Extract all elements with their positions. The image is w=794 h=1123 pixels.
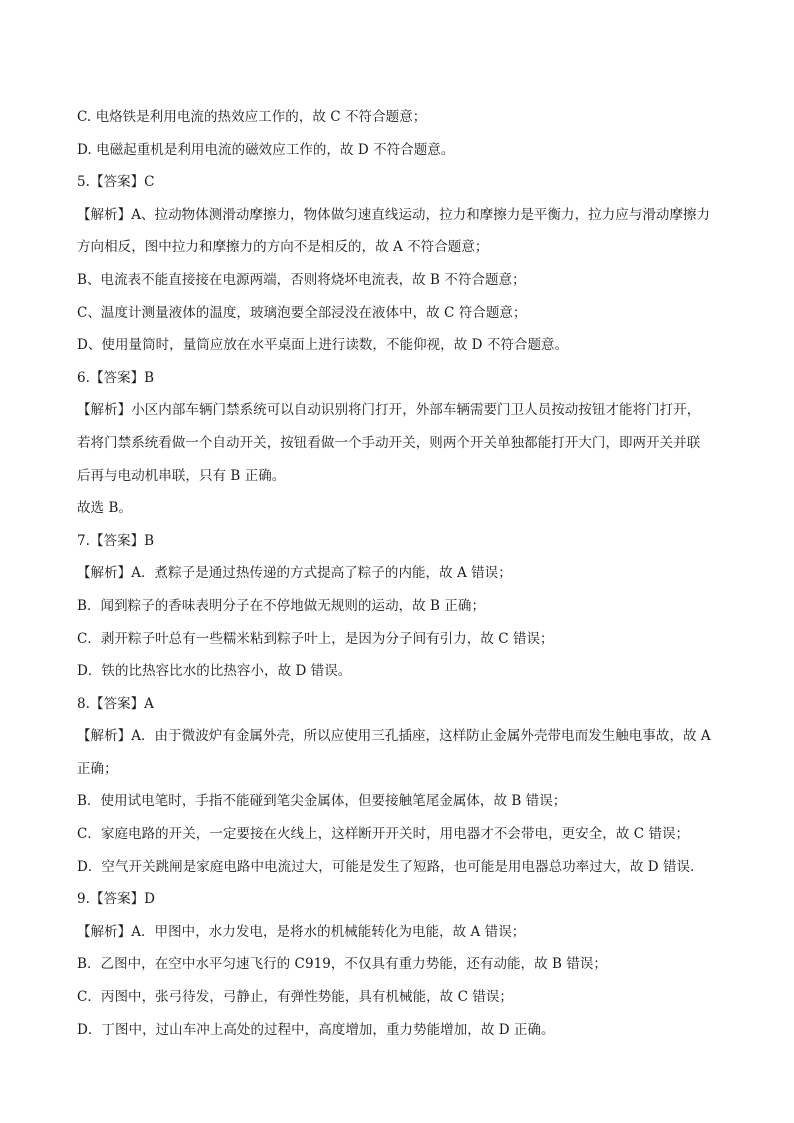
q5-answer-heading: 5.【答案】C xyxy=(77,174,155,191)
q6-analysis-line-1: 【解析】小区内部车辆门禁系统可以自动识别将门打开，外部车辆需要门卫人员按动按钮才能将门打开， xyxy=(77,402,701,419)
q9-analysis-a: 【解析】A．甲图中，水力发电，是将水的机械能转化为电能，故 A 错误； xyxy=(77,923,526,940)
q7-option-c: C．剥开粽子叶总有一些糯米粘到粽子叶上，是因为分子间有引力，故 C 错误； xyxy=(77,630,554,647)
q5-analysis-line-1: 【解析】A、拉动物体测滑动摩擦力，物体做匀速直线运动，拉力和摩擦力是平衡力，拉力应与滑动摩擦力 xyxy=(77,206,711,223)
q7-answer-heading: 7.【答案】B xyxy=(77,532,155,549)
q9-option-d: D．丁图中，过山车冲上高处的过程中，高度增加，重力势能增加，故 D 正确。 xyxy=(77,1021,555,1038)
q8-analysis-a-line-1: 【解析】A．由于微波炉有金属外壳，所以应使用三孔插座，这样防止金属外壳带电而发生触电事故，故 A xyxy=(77,728,711,745)
q8-option-b: B．使用试电笔时，手指不能碰到笔尖金属体，但要接触笔尾金属体，故 B 错误； xyxy=(77,793,567,810)
q5-option-d: D、使用量筒时，量筒应放在水平桌面上进行读数，不能仰视，故 D 不符合题意。 xyxy=(77,337,569,354)
q5-option-b: B、电流表不能直接接在电源两端，否则将烧坏电流表，故 B 不符合题意； xyxy=(77,271,526,288)
q8-analysis-a-line-2: 正确； xyxy=(77,760,118,777)
q9-option-b: B．乙图中，在空中水平匀速飞行的 C919，不仅具有重力势能，还有动能，故 B 错误； xyxy=(77,956,607,973)
q6-analysis-line-3: 后再与电动机串联，只有 B 正确。 xyxy=(77,467,286,484)
q7-option-d: D．铁的比热容比水的比热容小，故 D 错误。 xyxy=(77,663,352,680)
q8-option-d: D．空气开关跳闸是家庭电路中电流过大，可能是发生了短路，也可能是用电器总功率过大，故 D 错误． xyxy=(77,858,704,875)
q6-conclusion: 故选 B。 xyxy=(77,500,132,517)
q9-answer-heading: 9.【答案】D xyxy=(77,891,156,908)
q9-option-c: C．丙图中，张弓待发，弓静止，有弹性势能，具有机械能，故 C 错误； xyxy=(77,989,513,1006)
q8-option-c: C．家庭电路的开关，一定要接在火线上，这样断开开关时，用电器才不会带电，更安全，故 C 错误； xyxy=(77,826,690,843)
q6-answer-heading: 6.【答案】B xyxy=(77,369,155,386)
answer-c-line: C. 电烙铁是利用电流的热效应工作的，故 C 不符合题意； xyxy=(77,109,427,125)
q7-analysis-a: 【解析】A．煮粽子是通过热传递的方式提高了粽子的内能，故 A 错误； xyxy=(77,565,512,582)
q7-option-b: B．闻到粽子的香味表明分子在不停地做无规则的运动，故 B 正确； xyxy=(77,597,486,614)
q5-option-c: C、温度计测量液体的温度，玻璃泡要全部浸没在液体中，故 C 符合题意； xyxy=(77,304,527,321)
q6-analysis-line-2: 若将门禁系统看做一个自动开关，按钮看做一个手动开关，则两个开关单独都能打开大门，即两开关并联 xyxy=(77,434,701,451)
answer-d-line: D. 电磁起重机是利用电流的磁效应工作的，故 D 不符合题意。 xyxy=(77,141,455,158)
q8-answer-heading: 8.【答案】A xyxy=(77,695,154,712)
q5-analysis-line-2: 方向相反，图中拉力和摩擦力的方向不是相反的，故 A 不符合题意； xyxy=(77,239,489,256)
